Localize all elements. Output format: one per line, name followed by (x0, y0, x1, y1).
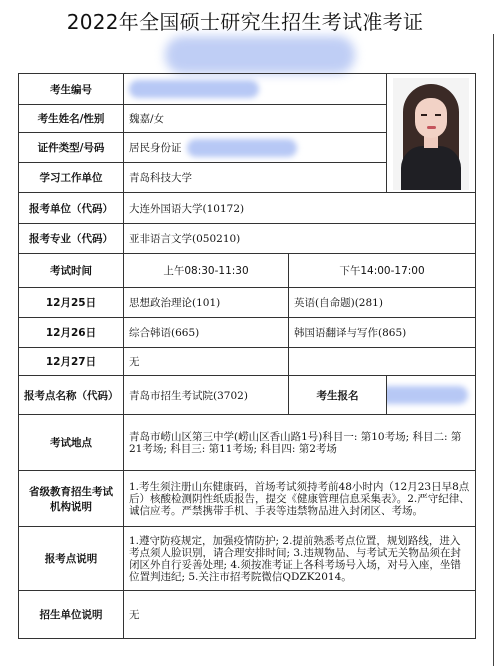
id-type-label: 证件类型/号码 (19, 133, 124, 163)
site-notes: 1.遵守防疫规定，加强疫情防护; 2.提前熟悉考点位置，规划路线，进入考点须人脸识别，请合理安排时间; 3.违规物品、与考试无关物品须在封闭区外自行妥善处理; 4.须按准考证上各科考场号入场，对号入座，坐错位置判违纪; 5.关注市招考院微信QDZK2014。 (124, 527, 476, 591)
afternoon-session-header: 下午14:00-17:00 (289, 254, 476, 288)
id-type-cell (124, 133, 387, 163)
exam-site-label: 报考点名称（代码） (19, 376, 124, 415)
recruit-unit-label: 招生单位说明 (19, 591, 124, 639)
apply-unit-value: 大连外国语大学(10172) (124, 193, 476, 224)
afternoon-subject: 英语(自命题)(281) (289, 288, 476, 318)
exam-date: 12月27日 (19, 348, 124, 376)
morning-session-header: 上午08:30-11:30 (124, 254, 289, 288)
site-notes-label: 报考点说明 (19, 527, 124, 591)
apply-major-label: 报考专业（代码） (19, 224, 124, 254)
page-title: 2022年全国硕士研究生招生考试准考证 (66, 10, 424, 34)
photo-image (393, 78, 469, 190)
redacted-blur (129, 80, 259, 98)
redacted-blur (165, 36, 355, 74)
morning-subject: 无 (124, 348, 289, 376)
redacted-blur (387, 386, 469, 404)
apply-major-value: 亚非语言文学(050210) (124, 224, 476, 254)
candidate-photo (387, 74, 476, 193)
exam-site-value: 青岛市招生考试院(3702) (124, 376, 289, 415)
exam-date: 12月25日 (19, 288, 124, 318)
afternoon-subject (289, 348, 476, 376)
afternoon-subject: 韩国语翻译与写作(865) (289, 318, 476, 348)
name-gender-value: 魏嘉/女 (124, 105, 387, 133)
exam-id-label: 考生编号 (19, 74, 124, 105)
morning-subject: 思想政治理论(101) (124, 288, 289, 318)
provincial-office-label: 省级教育招生考试机构说明 (19, 471, 124, 527)
exam-location-value: 青岛市崂山区第三中学(崂山区香山路1号)科目一: 第10考场; 科目二: 第21考场; 科目三: 第11考场; 科目四: 第2考场 (124, 415, 476, 471)
recruit-unit-notes: 无 (124, 591, 476, 639)
exam-id-value (124, 74, 387, 105)
work-unit-label: 学习工作单位 (19, 163, 124, 193)
exam-location-label: 考试地点 (19, 415, 124, 471)
apply-number-label: 考生报名 (289, 376, 387, 415)
id-type-value: 居民身份证 (129, 141, 182, 154)
name-gender-label: 考生姓名/性别 (19, 105, 124, 133)
redacted-blur (187, 139, 297, 157)
exam-date: 12月26日 (19, 318, 124, 348)
exam-time-label: 考试时间 (19, 254, 124, 288)
provincial-office-notes: 1.考生须注册山东健康码，首场考试须持考前48小时内（12月23日早8点后）核酸检测阴性纸质报告，提交《健康管理信息采集表》。2.严守纪律、诚信应考。严禁携带手机、手表等违禁物品进入封闭区、考场。 (124, 471, 476, 527)
page-edge-line (493, 34, 494, 666)
apply-unit-label: 报考单位（代码） (19, 193, 124, 224)
admission-ticket-table (18, 73, 476, 639)
morning-subject: 综合韩语(665) (124, 318, 289, 348)
apply-number-value (387, 376, 476, 415)
work-unit-value: 青岛科技大学 (124, 163, 387, 193)
